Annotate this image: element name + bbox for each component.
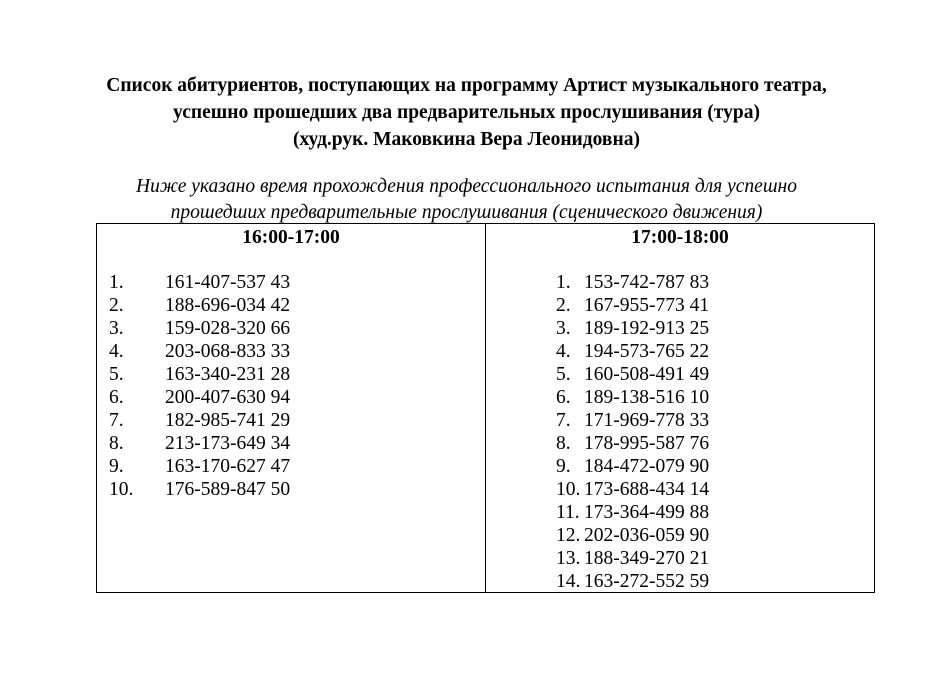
entry-number: 8. (109, 433, 124, 454)
applicant-code: 194-573-765 22 (584, 341, 710, 362)
list-item (109, 271, 290, 294)
entry-list-left (109, 271, 290, 501)
list-item (109, 409, 290, 432)
entry-number: 5. (556, 364, 571, 385)
entry-number: 4. (109, 341, 124, 362)
applicant-code: 182-985-741 29 (165, 410, 291, 431)
document-title (0, 72, 933, 153)
list-item (556, 271, 709, 294)
entry-number: 1. (109, 272, 124, 293)
list-item (556, 317, 709, 340)
title-line-1: Список абитуриентов, поступающих на программу Артист музыкального театра, (106, 75, 827, 96)
list-item (109, 363, 290, 386)
list-item (556, 570, 709, 593)
applicant-code: 184-472-079 90 (584, 456, 710, 477)
entry-number: 14. (556, 571, 581, 592)
applicant-code: 159-028-320 66 (165, 318, 291, 339)
entry-number: 1. (556, 272, 571, 293)
applicant-code: 202-036-059 90 (584, 525, 710, 546)
applicant-code: 203-068-833 33 (165, 341, 291, 362)
applicant-code: 161-407-537 43 (165, 272, 291, 293)
title-line-3: (худ.рук. Маковкина Вера Леонидовна) (293, 129, 640, 150)
entry-number: 9. (109, 456, 124, 477)
entry-number: 6. (556, 387, 571, 408)
list-item (556, 432, 709, 455)
list-item (109, 455, 290, 478)
list-item (109, 340, 290, 363)
applicant-code: 171-969-778 33 (584, 410, 710, 431)
applicant-code: 163-170-627 47 (165, 456, 291, 477)
title-line-2: успешно прошедших два предварительных прослушивания (тура) (173, 102, 760, 123)
entry-number: 7. (109, 410, 124, 431)
entry-list-right (556, 271, 709, 593)
applicant-code: 213-173-649 34 (165, 433, 291, 454)
list-item (556, 455, 709, 478)
applicant-code: 153-742-787 83 (584, 272, 710, 293)
entry-number: 7. (556, 410, 571, 431)
subtitle-line-1: Ниже указано время прохождения профессионального испытания для успешно (136, 176, 797, 197)
applicant-code: 173-364-499 88 (584, 502, 710, 523)
schedule-column-right (486, 224, 874, 592)
list-item (556, 547, 709, 570)
time-slot-header-right: 17:00-18:00 (631, 227, 729, 248)
entry-number: 2. (556, 295, 571, 316)
list-item (109, 386, 290, 409)
list-item (556, 386, 709, 409)
subtitle-line-2: прошедших предварительные прослушивания (сценического движения) (170, 202, 763, 223)
list-item (556, 294, 709, 317)
list-item (109, 432, 290, 455)
entry-number: 4. (556, 341, 571, 362)
list-item (556, 340, 709, 363)
entry-number: 13. (556, 548, 581, 569)
list-item (109, 294, 290, 317)
entry-number: 11. (556, 502, 580, 523)
applicant-code: 160-508-491 49 (584, 364, 710, 385)
list-item (556, 524, 709, 547)
applicant-code: 188-349-270 21 (584, 548, 710, 569)
applicant-code: 178-995-587 76 (584, 433, 710, 454)
applicant-code: 200-407-630 94 (165, 387, 291, 408)
entry-number: 2. (109, 295, 124, 316)
list-item (556, 478, 709, 501)
list-item (556, 501, 709, 524)
entry-number: 8. (556, 433, 571, 454)
schedule-table (96, 223, 875, 593)
document-subtitle (0, 174, 933, 226)
list-item (109, 478, 290, 501)
applicant-code: 163-340-231 28 (165, 364, 291, 385)
entry-number: 10. (109, 479, 134, 500)
entry-number: 5. (109, 364, 124, 385)
applicant-code: 167-955-773 41 (584, 295, 710, 316)
entry-number: 9. (556, 456, 571, 477)
entry-number: 6. (109, 387, 124, 408)
applicant-code: 163-272-552 59 (584, 571, 710, 592)
applicant-code: 176-589-847 50 (165, 479, 291, 500)
applicant-code: 173-688-434 14 (584, 479, 710, 500)
entry-number: 12. (556, 525, 581, 546)
entry-number: 3. (109, 318, 124, 339)
list-item (109, 317, 290, 340)
entry-number: 3. (556, 318, 571, 339)
entry-number: 10. (556, 479, 581, 500)
applicant-code: 189-192-913 25 (584, 318, 710, 339)
applicant-code: 188-696-034 42 (165, 295, 291, 316)
list-item (556, 409, 709, 432)
list-item (556, 363, 709, 386)
applicant-code: 189-138-516 10 (584, 387, 710, 408)
schedule-column-left (97, 224, 486, 592)
time-slot-header-left: 16:00-17:00 (242, 227, 340, 248)
